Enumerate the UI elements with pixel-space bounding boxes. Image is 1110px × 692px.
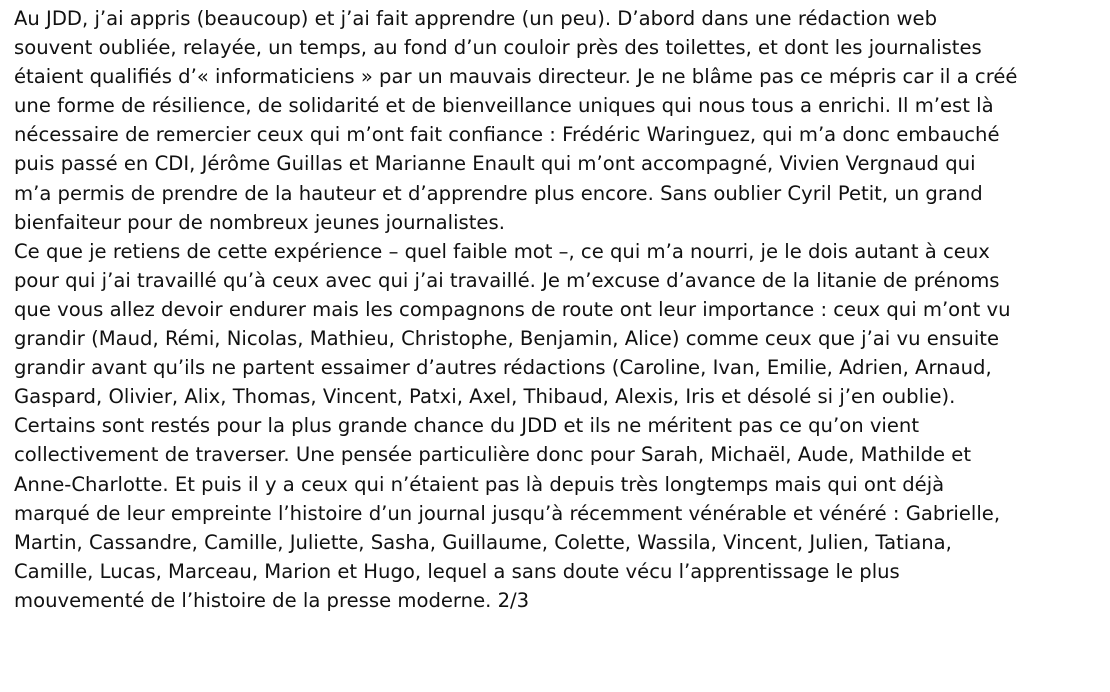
text-line: étaient qualifiés d’« informaticiens » par un mauvais directeur. Je ne blâme pas ce mépris car il a créé xyxy=(14,65,1018,89)
text-line: Anne-Charlotte. Et puis il y a ceux qui n’étaient pas là depuis très longtemps mais qui ont déjà xyxy=(14,472,945,496)
text-line: collectivement de traverser. Une pensée particulière donc pour Sarah, Michaël, Aude, Mathilde et xyxy=(14,443,972,467)
text-line: Au JDD, j’ai appris (beaucoup) et j’ai fait apprendre (un peu). D’abord dans une rédaction web xyxy=(14,7,938,30)
text-line: Certains sont restés pour la plus grande chance du JDD et ils ne méritent pas ce qu’on vient xyxy=(14,414,920,438)
text-line: mouvementé de l’histoire de la presse moderne. 2/3 xyxy=(14,588,530,612)
text-line: une forme de résilience, de solidarité et de bienveillance uniques qui nous tous a enrichi. Il m’est là xyxy=(14,94,994,118)
text-line: pour qui j’ai travaillé qu’à ceux avec qui j’ai travaillé. Je m’excuse d’avance de la litanie de prénoms xyxy=(14,268,1000,292)
text-line: souvent oubliée, relayée, un temps, au fond d’un couloir près des toilettes, et dont les journalistes xyxy=(14,36,982,60)
text-line: Martin, Cassandre, Camille, Juliette, Sasha, Guillaume, Colette, Wassila, Vincent, Julien, Tatiana, xyxy=(14,530,952,554)
text-line: nécessaire de remercier ceux qui m’ont fait confiance : Frédéric Waringuez, qui m’a donc embauché xyxy=(14,123,1000,147)
text-line: grandir avant qu’ils ne partent essaimer d’autres rédactions (Caroline, Ivan, Emilie, Adrien, Arnaud, xyxy=(14,356,992,380)
text-line: que vous allez devoir endurer mais les compagnons de route ont leur importance : ceux qui m’ont vu xyxy=(14,297,1011,321)
text-line: m’a permis de prendre de la hauteur et d’apprendre plus encore. Sans oublier Cyril Petit, un grand xyxy=(14,181,983,205)
text-line: bienfaiteur pour de nombreux jeunes journalistes. xyxy=(14,210,505,234)
text-line: marqué de leur empreinte l’histoire d’un journal jusqu’à récemment vénérable et vénéré : Gabrielle, xyxy=(14,501,1001,525)
text-line: Gaspard, Olivier, Alix, Thomas, Vincent, Patxi, Axel, Thibaud, Alexis, Iris et désolé si j’en oublie). xyxy=(14,385,956,409)
text-line: Camille, Lucas, Marceau, Marion et Hugo, lequel a sans doute vécu l’apprentissage le plus xyxy=(14,559,900,583)
text-line: Ce que je retiens de cette expérience – quel faible mot –, ce qui m’a nourri, je le dois autant à ceux xyxy=(14,239,990,263)
text-line: grandir (Maud, Rémi, Nicolas, Mathieu, Christophe, Benjamin, Alice) comme ceux que j’ai vu ensuite xyxy=(14,327,999,351)
text-line: puis passé en CDI, Jérôme Guillas et Marianne Enault qui m’ont accompagné, Vivien Vergnaud qui xyxy=(14,152,976,176)
